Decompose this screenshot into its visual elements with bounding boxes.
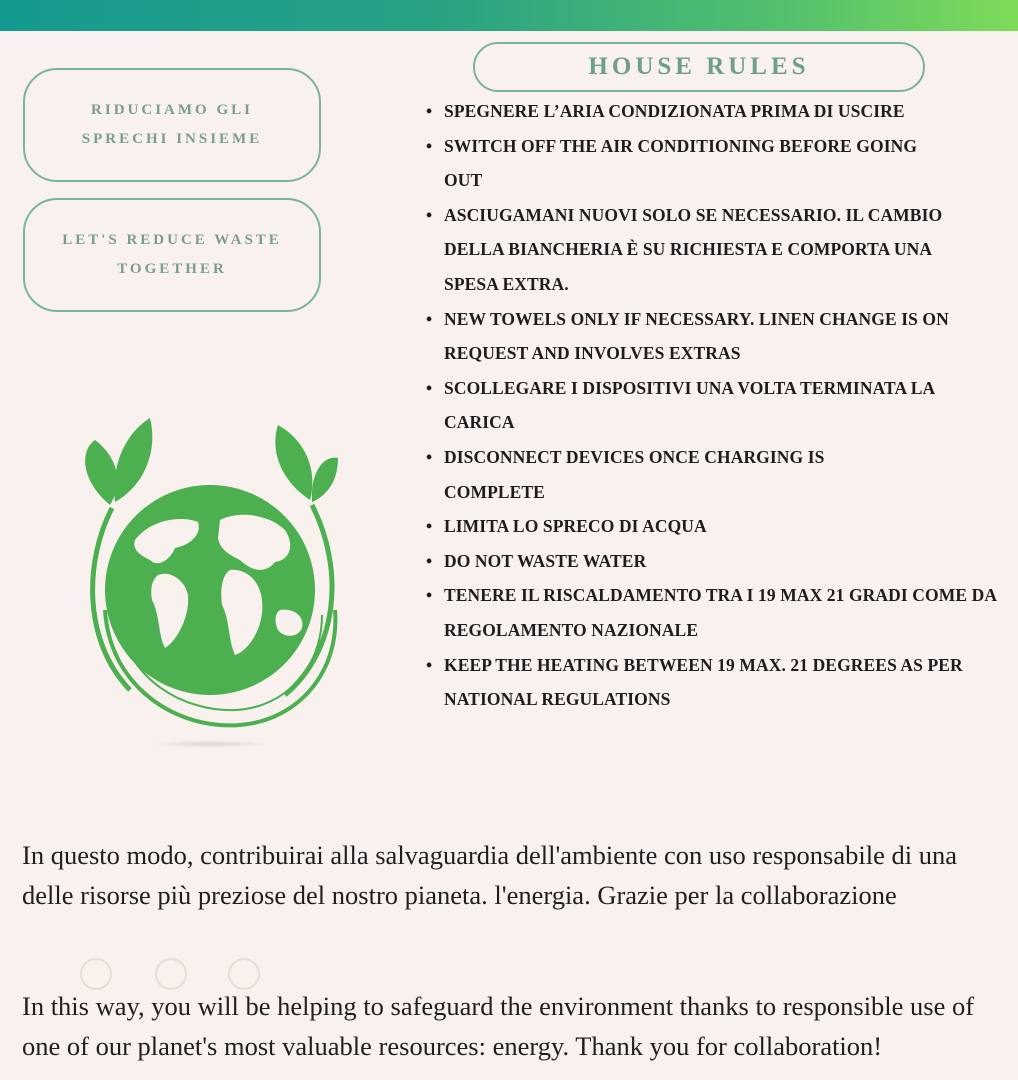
page-dot[interactable] [155, 958, 187, 990]
top-gradient-bar [0, 0, 1018, 31]
italian-closing-paragraph: In questo modo, contribuirai alla salvaguardia dell'ambiente con uso responsabile di una delle risorse più preziose del nostro pianeta. l'energia. Grazie per la collaborazione [22, 840, 957, 910]
rule-item: • ASCIUGAMANI NUOVI SOLO SE NECESSARIO. IL CAMBIO DELLA BIANCHERIA È SU RICHIESTA E COMPORTA UNA SPESA EXTRA. [424, 198, 944, 302]
english-closing-paragraph: In this way, you will be helping to safeguard the environment thanks to responsible use of one of our planet's most valuable resources: energy. Thank you for collaboration! [22, 991, 975, 1061]
reduce-waste-english-text: LET'S REDUCE WASTE TOGETHER [62, 232, 282, 277]
globe-shadow [150, 740, 270, 748]
rule-item: • LIMITA LO SPRECO DI ACQUA [424, 509, 984, 544]
rule-item: • NEW TOWELS ONLY IF NECESSARY. LINEN CHANGE IS ON REQUEST AND INVOLVES EXTRAS [424, 302, 984, 371]
reduce-waste-english-badge [23, 198, 321, 312]
rule-item: • SWITCH OFF THE AIR CONDITIONING BEFORE GOING OUT [424, 129, 924, 198]
rule-item: • KEEP THE HEATING BETWEEN 19 MAX. 21 DEGREES AS PER NATIONAL REGULATIONS [424, 648, 984, 717]
rule-item: • DO NOT WASTE WATER [424, 544, 984, 579]
rule-item: • TENERE IL RISCALDAMENTO TRA I 19 MAX 21 GRADI COME DA REGOLAMENTO NAZIONALE [424, 578, 1004, 647]
page-dot[interactable] [80, 958, 112, 990]
page-dot[interactable] [228, 958, 260, 990]
reduce-waste-italian-text: RIDUCIAMO GLI SPRECHI INSIEME [81, 102, 263, 147]
rule-item: • SPEGNERE L’ARIA CONDIZIONATA PRIMA DI USCIRE [424, 94, 984, 129]
house-rules-list [424, 94, 997, 717]
rule-item: • DISCONNECT DEVICES ONCE CHARGING IS COMPLETE [424, 440, 904, 509]
rule-item: • SCOLLEGARE I DISPOSITIVI UNA VOLTA TERMINATA LA CARICA [424, 371, 984, 440]
house-rules-title-box [473, 42, 925, 92]
reduce-waste-italian-badge [23, 68, 321, 182]
eco-globe-illustration [70, 410, 370, 755]
house-rules-title: HOUSE RULES [588, 53, 810, 80]
earth-leaves-icon [70, 410, 370, 755]
